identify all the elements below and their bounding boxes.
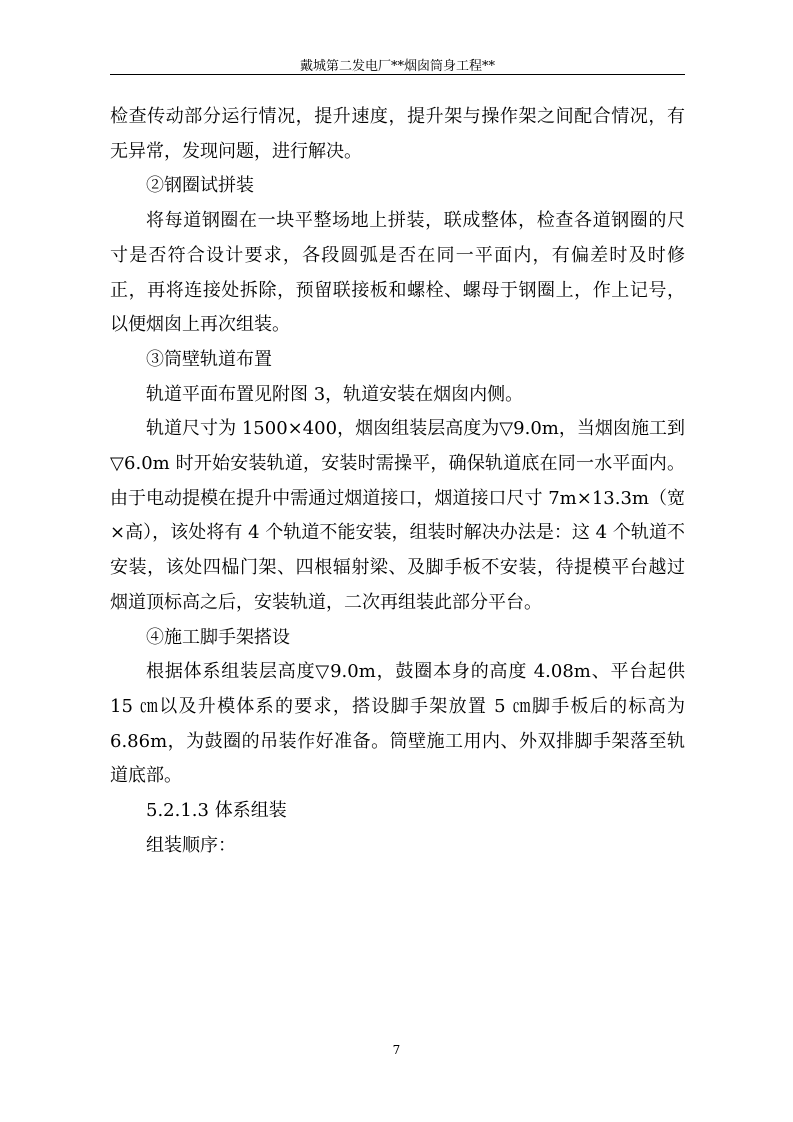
section-heading: 5.2.1.3 体系组装: [146, 800, 287, 822]
paragraph: 轨道尺寸为 1500×400，烟囱组装层高度为▽9.0m，当烟囱施工到▽6.0m 时开始安装轨道，安装时需操平，确保轨道底在同一水平面内。由于电动提模在提升中需通过烟道接口，烟道接口尺寸 7m×13.3m（宽×高），该处将有 4 个轨道不能安装，组装时解决办法是：这 4 个轨道不安装，该处四榀门架、四根辐射梁、及脚手板不安装，待提模平台越过烟道顶标高之后，安装轨道，二次再组装此部分平台。: [110, 418, 685, 613]
paragraph: 将每道钢圈在一块平整场地上拼装，联成整体，检查各道钢圈的尺寸是否符合设计要求，各段圆弧是否在同一平面内，有偏差时及时修正，再将连接处拆除，预留联接板和螺栓、螺母于钢圈上，作上记号，以便烟囱上再次组装。: [110, 210, 685, 336]
paragraph: 根据体系组装层高度▽9.0m，鼓圈本身的高度 4.08m、平台起供 15 ㎝以及升模体系的要求，搭设脚手架放置 5 ㎝脚手板后的标高为 6.86m，为鼓圈的吊装作好准备。筒壁施工用内、外双排脚手架落至轨道底部。: [110, 661, 685, 787]
document-body: [110, 100, 685, 863]
paragraph: 组装顺序：: [146, 834, 236, 856]
paragraph: 轨道平面布置见附图 3，轨道安装在烟囱内侧。: [146, 383, 524, 405]
section-heading: ③筒壁轨道布置: [146, 348, 272, 370]
header-rule: [110, 74, 685, 75]
page-header: 戴城第二发电厂**烟囱筒身工程**: [299, 59, 495, 74]
section-heading: ④施工脚手架搭设: [146, 626, 290, 648]
paragraph: 检查传动部分运行情况，提升速度，提升架与操作架之间配合情况，有无异常，发现问题，进行解决。: [110, 106, 685, 162]
section-heading: ②钢圈试拼装: [146, 175, 254, 197]
page-number: 7: [392, 1043, 401, 1057]
